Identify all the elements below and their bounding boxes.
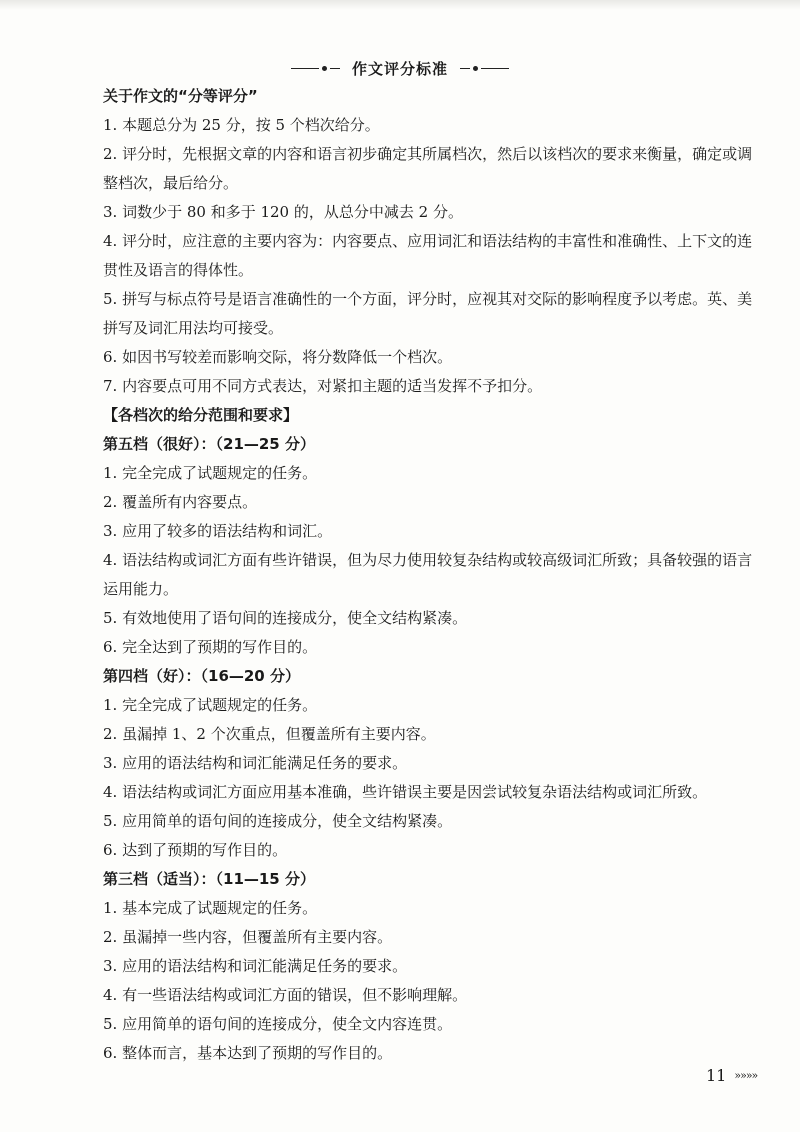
paragraph: 4. 语法结构或词汇方面应用基本准确，些许错误主要是因尝试较复杂语法结构或词汇所致。 [103, 783, 708, 801]
paragraph: 6. 如因书写较差而影响交际，将分数降低一个档次。 [103, 348, 453, 366]
section-heading: 第五档（很好）：（21—25 分） [103, 435, 315, 453]
paragraph: 4. 评分时，应注意的主要内容为：内容要点、应用词汇和语法结构的丰富性和准确性、上下文的连贯性及语言的得体性。 [103, 232, 753, 279]
header-left-ornament [291, 66, 340, 71]
paragraph: 4. 语法结构或词汇方面有些许错误，但为尽力使用较复杂结构或较高级词汇所致；具备较强的语言运用能力。 [103, 551, 753, 598]
paragraph: 2. 覆盖所有内容要点。 [103, 493, 258, 511]
section-heading: 关于作文的“分等评分” [103, 87, 258, 105]
section-heading: 【各档次的给分范围和要求】 [103, 406, 299, 424]
paragraph: 6. 完全达到了预期的写作目的。 [103, 638, 318, 656]
paragraph: 5. 应用简单的语句间的连接成分，使全文结构紧凑。 [103, 812, 453, 830]
paragraph: 2. 评分时，先根据文章的内容和语言初步确定其所属档次，然后以该档次的要求来衡量，确定或调整档次，最后给分。 [103, 145, 753, 192]
paragraph: 5. 有效地使用了语句间的连接成分，使全文结构紧凑。 [103, 609, 468, 627]
document-body [103, 82, 753, 1068]
paragraph: 6. 达到了预期的写作目的。 [103, 841, 288, 859]
paragraph: 6. 整体而言，基本达到了预期的写作目的。 [103, 1044, 393, 1062]
paragraph: 3. 应用的语法结构和词汇能满足任务的要求。 [103, 754, 408, 772]
paragraph: 7. 内容要点可用不同方式表达，对紧扣主题的适当发挥不予扣分。 [103, 377, 543, 395]
section-heading: 第四档（好）：（16—20 分） [103, 667, 300, 685]
paragraph: 2. 虽漏掉一些内容，但覆盖所有主要内容。 [103, 928, 393, 946]
paragraph: 3. 应用的语法结构和词汇能满足任务的要求。 [103, 957, 408, 975]
paragraph: 1. 完全完成了试题规定的任务。 [103, 696, 318, 714]
paragraph: 5. 应用简单的语句间的连接成分，使全文内容连贯。 [103, 1015, 453, 1033]
header-title: 作文评分标准 [351, 60, 448, 78]
page-number: 11 [706, 1066, 727, 1085]
paragraph: 3. 词数少于 80 和多于 120 的，从总分中减去 2 分。 [103, 203, 463, 221]
chevrons-icon: »»»» [734, 1069, 758, 1082]
paragraph: 5. 拼写与标点符号是语言准确性的一个方面，评分时，应视其对交际的影响程度予以考虑。英、美拼写及词汇用法均可接受。 [103, 290, 753, 337]
paragraph: 3. 应用了较多的语法结构和词汇。 [103, 522, 333, 540]
section-heading: 第三档（适当）：（11—15 分） [103, 870, 315, 888]
paragraph: 1. 本题总分为 25 分，按 5 个档次给分。 [103, 116, 380, 134]
page-header [0, 58, 800, 79]
header-right-ornament [460, 66, 509, 71]
paragraph: 1. 完全完成了试题规定的任务。 [103, 464, 318, 482]
paragraph: 2. 虽漏掉 1、2 个次重点，但覆盖所有主要内容。 [103, 725, 436, 743]
page-footer [706, 1066, 757, 1085]
paragraph: 1. 基本完成了试题规定的任务。 [103, 899, 318, 917]
paragraph: 4. 有一些语法结构或词汇方面的错误，但不影响理解。 [103, 986, 468, 1004]
